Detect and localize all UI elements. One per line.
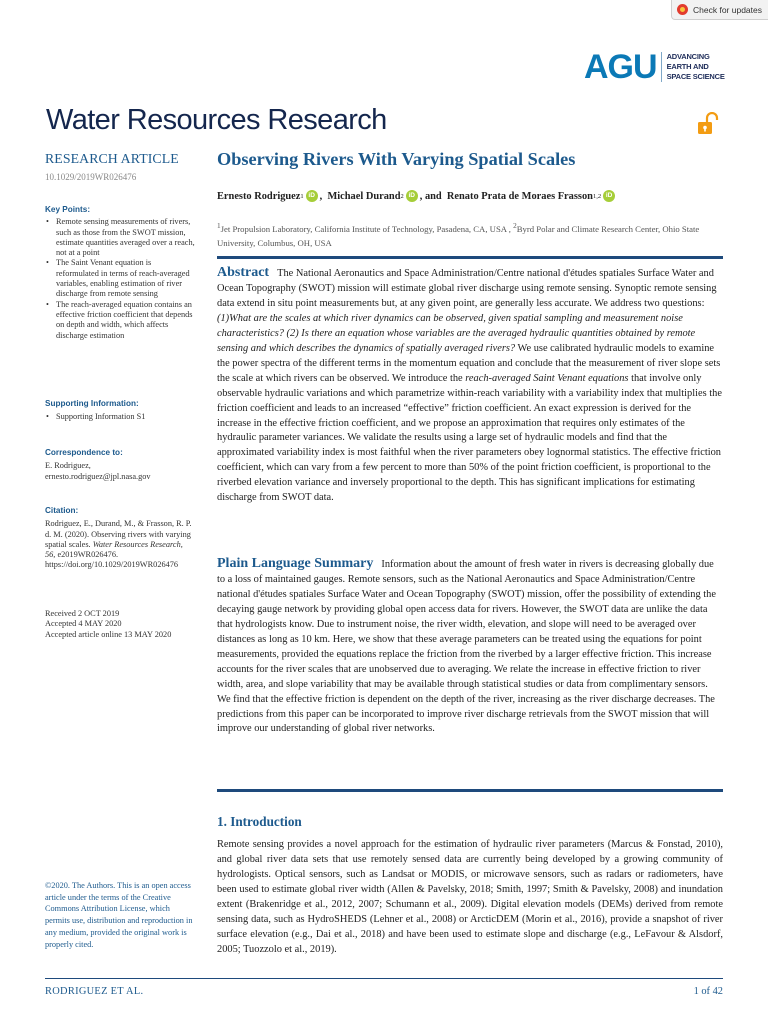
citation [45, 506, 195, 571]
received-date: Received 2 OCT 2019 [45, 609, 120, 618]
affiliation-sup: 2 [513, 222, 517, 230]
orcid-icon[interactable]: iD [603, 190, 615, 202]
agu-logo [584, 47, 734, 87]
author-separator: , and [419, 190, 442, 202]
article-type: RESEARCH ARTICLE [45, 151, 179, 166]
citation-journal: Water Resources Research [92, 539, 181, 549]
abstract-text: The National Aeronautics and Space Administration/Centre national d'études spatiales Surface Water and Ocean Topography (SWOT) mission will estimate global river discharge using remote sensing. Synoptic remote sensing data extend in situ point measurements but, at any given point, are generally less accurate. We address two questions: [217, 268, 717, 309]
key-points-heading: Key Points: [45, 205, 91, 214]
footer-rule [45, 978, 723, 979]
accepted-date: Accepted 4 MAY 2020 [45, 619, 122, 629]
crossmark-icon [677, 4, 688, 15]
license-notice: ©2020. The Authors. This is an open access article under the terms of the Creative Commons Attribution License, which permits use, distribution and reproduction in any medium, provided the original work is properly cited. [45, 881, 193, 949]
abstract [217, 266, 723, 506]
citation-heading: Citation: [45, 506, 79, 515]
author-name: Michael Durand [327, 190, 401, 202]
correspondence-name: E. Rodriguez, [45, 461, 91, 471]
author-list [217, 190, 617, 202]
affiliation-sup: 1 [217, 222, 221, 230]
citation-authors: Rodriguez, E., Durand, M., & Frasson, R. P. d. M. (2020). Observing rivers with varying spatial scales. [45, 519, 192, 549]
section-rule [217, 789, 723, 792]
citation-volume: 56 [45, 550, 54, 560]
abstract-emphasis: reach-averaged Saint Venant equations [465, 372, 629, 384]
tagline-line: SPACE SCIENCE [666, 72, 725, 81]
key-point-item: • The reach-averaged equation contains an effective friction coefficient that depends on depth and width, which affects discharge estimation [45, 300, 195, 341]
abstract-text: that involve only observable hydraulic variations and which parametrize within-reach variability with a variability index that multiplies the friction coefficient and leads to an increased “effective” friction coefficient. An exact expression is derived for the increase in the effective friction coefficient, and we propose an approximation that requires only estimates of the hydraulic parameter variances. We validate the results using a large set of hydraulic models and find that the approximated variability index is most faithful when the river parameters obey lognormal statistics. The effective friction coefficient, which can vary from a few percent to more than 50% of the point friction coefficient, is proportional to the riverbed elevation variance and inversely proportional to the depth. This has significant implications for estimating discharge from SWOT data. [217, 372, 722, 504]
check-for-updates-button[interactable] [671, 0, 768, 20]
article-title: Observing Rivers With Varying Spatial Scales [217, 149, 576, 169]
journal-title: Water Resources Research [46, 104, 387, 136]
correspondence [45, 448, 195, 482]
affiliations [217, 219, 722, 250]
key-point-item: • The Saint Venant equation is reformulated in terms of reach-averaged variables, enabling estimation of river discharge from remote sensing [45, 258, 195, 299]
check-for-updates-label: Check for updates [693, 4, 762, 15]
citation-text: Rodriguez, E., Durand, M., & Frasson, R. P. d. M. (2020). Observing rivers with varying spatial scales. Water Resources Research, 56, e2019WR026476. https://doi.org/10.1029/2019WR026476 [45, 519, 192, 570]
supporting-information-heading: Supporting Information: [45, 399, 139, 408]
author-affiliation-sup: 1 [300, 192, 304, 200]
affiliation-text: Jet Propulsion Laboratory, California Institute of Technology, Pasadena, CA, USA , [220, 223, 511, 234]
author-name: Ernesto Rodriguez [217, 190, 301, 202]
abstract-questions: (1)What are the scales at which river dynamics can be observed, given spatial sampling and measurement noise characteristics? (2) Is there an equation whose variables are the averaged hydraulic quantities obtained by remote sensing and which describes the dynamics of spatially averaged rivers? [217, 312, 696, 354]
key-points [45, 205, 195, 341]
plain-language-summary-heading: Plain Language Summary [217, 556, 374, 571]
abstract-heading: Abstract [217, 265, 270, 280]
page-number: 1 of 42 [693, 986, 723, 997]
correspondence-email[interactable]: ernesto.rodriguez@jpl.nasa.gov [45, 471, 151, 481]
author-name: Renato Prata de Moraes Frasson [446, 190, 593, 202]
article-dates [45, 609, 195, 640]
article-doi: 10.1029/2019WR026476 [45, 172, 137, 182]
section-rule [217, 256, 723, 259]
introduction-heading: 1. Introduction [217, 814, 302, 829]
online-date: Accepted article online 13 MAY 2020 [45, 629, 172, 639]
agu-logo-mark: AGU [584, 48, 657, 86]
supporting-information [45, 399, 195, 423]
affiliation-text: Byrd Polar and Climate Research Center, Ohio State University, Columbus, OH, USA [217, 223, 700, 248]
author-separator: , [319, 190, 323, 202]
logo-divider [661, 52, 662, 82]
agu-logo-tagline [667, 52, 725, 82]
introduction-text: Remote sensing provides a novel approach for the estimation of hydraulic river parameters (Marcus & Fonstad, 2010), and global river data sets that use remotely sensed data are currently being developed by a growing community of hydrologists. Optical sensors, such as Landsat or MODIS, or microwave sensors, such as radars or radiometers, have been used to estimate global river width (Allen & Pavelsky, 2018; Smith, 1997; Smith & Pavelsky, 2008) and inundation extent (Brakenridge et al., 2012, 2007; Schumann et al., 2009). Digital elevation models (DEMs) derived from remote sensing data, such as HydroSHEDS (Lehner et al., 2008) or ArcticDEM (Morin et al., 2016), provide a snapshot of river surface elevation (e.g., Dai et al., 2018) and have been used to estimate slope and discharge (e.g., LeFavour & Alsdorf, 2005; Tuozzolo et al., 2019). [217, 839, 723, 955]
running-head: RODRIGUEZ ET AL. [45, 986, 144, 997]
orcid-icon[interactable]: iD [306, 190, 318, 202]
key-point-item: • Remote sensing measurements of rivers, such as those from the SWOT mission, estimate quantities averaged over a reach, not at a point [45, 217, 195, 258]
tagline-line: EARTH AND [666, 62, 709, 71]
unlocked-padlock-icon [697, 112, 719, 136]
supporting-information-link[interactable]: • Supporting Information S1 [45, 412, 195, 422]
abstract-text: We use calibrated hydraulic models to examine the power spectra of the different terms in the momentum equation and conclude that the measurement of river slope sets the scale at which rivers can be observed. We introduce the [217, 342, 721, 384]
plain-language-summary-text: Information about the amount of fresh water in rivers is decreasing globally due to a loss of maintained gauges. Remote sensors, such as the National Aeronautics and Space Administration/Centre national d'études spatiales Surface Water and Ocean Topography (SWOT) mission, offer the possibility of extending the decaying gauge network by providing global open access data for rivers. However, the SWOT data are unlike the data that hydrologists know. Due to instrument noise, the river width, elevation, and slope will need to be averaged over distances as long as 10 km. Here, we show that these average parameters can be treated using the equations for point measurements, provided the equations replace the friction from the riverbed by a larger effective friction. This increase accounts for the river scales that are unobserved due to averaging. We relate the increase in effective friction to river width, area, and slope variability that may be available through statistical studies or data from complimentary sensors. We find that the effective friction is dependent on the depth of the river, increasing as the river discharge decreases. The predictions from this paper can be incorporated to improve river discharge retrievals from the SWOT mission that will improve our understanding of global river networks. [217, 559, 716, 735]
correspondence-heading: Correspondence to: [45, 448, 123, 457]
author-affiliation-sup: 1,2 [592, 192, 602, 200]
citation-doi[interactable]: , e2019WR026476. https://doi.org/10.1029/2019WR026476 [45, 550, 179, 570]
author-affiliation-sup: 2 [400, 192, 404, 200]
plain-language-summary [217, 557, 723, 737]
tagline-line: ADVANCING [666, 52, 710, 61]
orcid-icon[interactable]: iD [406, 190, 418, 202]
